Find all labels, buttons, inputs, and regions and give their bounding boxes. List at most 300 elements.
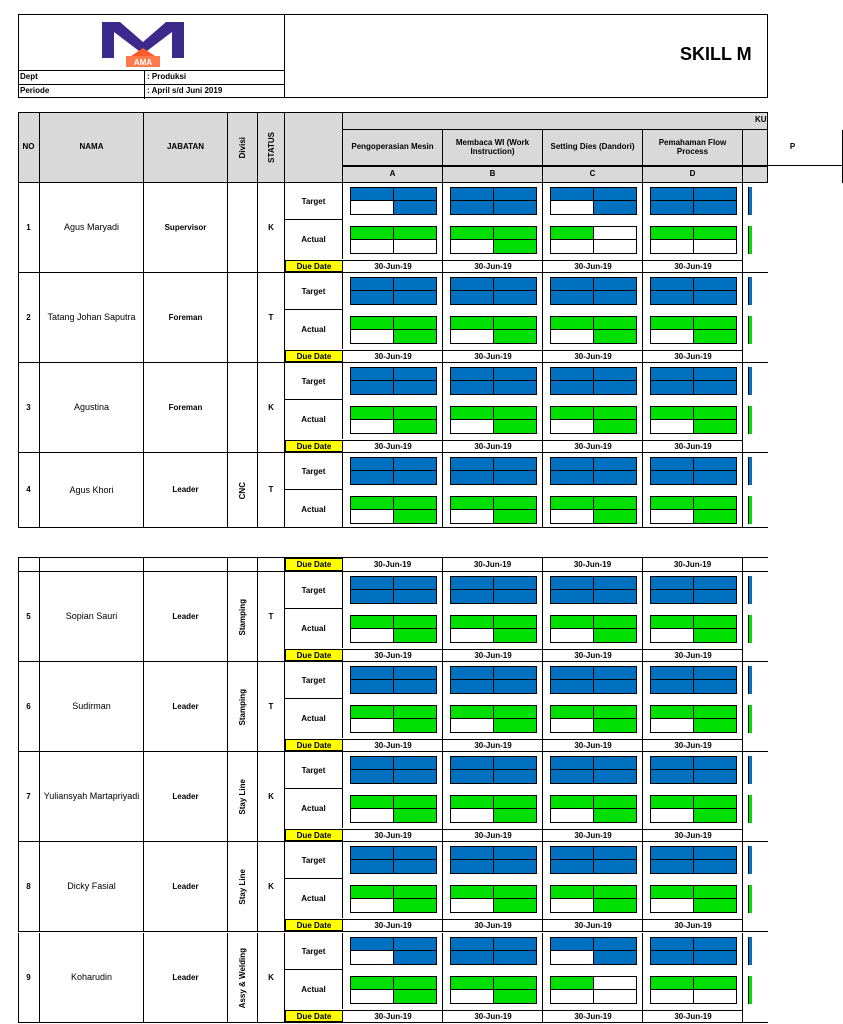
target-skill-2-quadrant [594,201,637,214]
actual-skill-3-quadrant [651,977,694,990]
row-due-label: Due Date [285,739,343,751]
row-no: 6 [18,662,40,752]
actual-skill-1-quadrant [451,497,494,510]
header-kompetensi-banner [343,112,768,130]
target-skill-3 [650,937,737,965]
target-skill-2-quadrant [551,757,594,770]
row-actual-label: Actual [285,609,343,648]
actual-skill-3-quadrant [651,616,694,629]
target-skill-1-quadrant [494,381,537,394]
actual-skill-0-quadrant [394,616,437,629]
actual-skill-2-quadrant [551,330,594,343]
actual-skill-3 [650,705,737,733]
actual-skill-0-quadrant [351,497,394,510]
actual-skill-3-quadrant [651,796,694,809]
actual-skill-0 [350,406,437,434]
actual-skill-2-quadrant [551,809,594,822]
target-skill-3-quadrant [651,471,694,484]
target-skill-2-quadrant [551,188,594,201]
periode-row [18,84,285,98]
continuation-cell [228,557,258,572]
actual-skill-3-quadrant [651,227,694,240]
target-skill-0-quadrant [351,188,394,201]
target-skill-0 [350,367,437,395]
actual-skill-0 [350,885,437,913]
actual-skill-0-quadrant [351,899,394,912]
row-target-label: Target [285,363,343,400]
actual-skill-3-quadrant [694,407,737,420]
target-skill-0 [350,666,437,694]
target-skill-1-quadrant [494,951,537,964]
actual-skill-1-quadrant [451,719,494,732]
actual-skill-1-quadrant [451,990,494,1003]
row-status: T [258,453,285,528]
target-skill-3-quadrant [651,847,694,860]
actual-skill-4 [748,615,752,643]
target-skill-3 [650,756,737,784]
row-nama: Koharudin [40,933,144,1023]
actual-skill-0-quadrant [394,796,437,809]
target-skill-0-quadrant [351,951,394,964]
target-skill-0-quadrant [351,458,394,471]
logo-text: AMA [133,58,153,67]
actual-skill-2-quadrant [594,317,637,330]
target-skill-1-quadrant [494,938,537,951]
actual-skill-3-quadrant [651,407,694,420]
actual-skill-2-quadrant [594,990,637,1003]
actual-skill-0-quadrant [394,240,437,253]
target-skill-0-quadrant [394,951,437,964]
actual-skill-2-quadrant [551,629,594,642]
due-date-3: 30-Jun-19 [643,919,743,931]
header-jabatan: JABATAN [144,112,228,183]
row-jabatan: Foreman [144,363,228,453]
row-target-label: Target [285,933,343,970]
due-date-0: 30-Jun-19 [343,739,443,751]
target-skill-0 [350,846,437,874]
actual-skill-1 [450,226,537,254]
actual-skill-1-quadrant [494,330,537,343]
row-no: 5 [18,572,40,662]
row-divisi: CNC [238,481,247,500]
actual-skill-3-quadrant [694,616,737,629]
actual-skill-0-quadrant [351,886,394,899]
target-skill-0-quadrant [394,291,437,304]
target-skill-2-quadrant [551,291,594,304]
target-skill-0-quadrant [351,757,394,770]
actual-skill-3-quadrant [651,990,694,1003]
actual-skill-3-quadrant [694,420,737,433]
header-nama: NAMA [40,112,144,183]
actual-skill-1 [450,496,537,524]
actual-skill-3-quadrant [651,497,694,510]
actual-skill-2-quadrant [594,227,637,240]
target-skill-2-quadrant [551,577,594,590]
periode-label: Periode [20,86,50,95]
actual-skill-1-quadrant [451,407,494,420]
target-skill-3-quadrant [694,860,737,873]
page-title: SKILL M [680,44,752,64]
target-skill-0-quadrant [351,860,394,873]
target-skill-3-quadrant [694,847,737,860]
actual-skill-2-quadrant [551,796,594,809]
actual-skill-1-quadrant [451,510,494,523]
target-skill-1 [450,367,537,395]
row-target-label: Target [285,662,343,699]
actual-skill-3-quadrant [651,809,694,822]
target-skill-3-quadrant [694,951,737,964]
actual-skill-0-quadrant [394,977,437,990]
skill-code-4 [743,166,843,183]
actual-skill-2 [550,795,637,823]
target-skill-1 [450,277,537,305]
target-skill-2-quadrant [551,368,594,381]
target-skill-0-quadrant [394,590,437,603]
row-jabatan: Leader [144,572,228,662]
actual-skill-0-quadrant [394,990,437,1003]
target-skill-3-quadrant [694,201,737,214]
due-date-1: 30-Jun-19 [443,919,543,931]
target-skill-2-quadrant [594,278,637,291]
target-skill-2-quadrant [551,847,594,860]
actual-skill-2 [550,976,637,1004]
target-skill-1 [450,666,537,694]
actual-skill-1-quadrant [451,796,494,809]
actual-skill-2 [550,316,637,344]
actual-skill-0-quadrant [394,809,437,822]
actual-skill-0-quadrant [351,330,394,343]
target-skill-1-quadrant [494,278,537,291]
row-jabatan: Foreman [144,273,228,363]
actual-skill-3-quadrant [694,629,737,642]
target-skill-4 [748,666,752,694]
target-skill-1-quadrant [451,757,494,770]
actual-skill-4 [748,795,752,823]
row-divisi: Stamping [238,688,247,726]
target-skill-4 [748,576,752,604]
due-date-3: 30-Jun-19 [643,260,743,272]
target-skill-0 [350,277,437,305]
target-skill-3 [650,457,737,485]
actual-skill-0-quadrant [351,420,394,433]
target-skill-3-quadrant [651,590,694,603]
row-actual-label: Actual [285,490,343,528]
target-skill-1-quadrant [494,770,537,783]
actual-skill-1-quadrant [451,886,494,899]
target-skill-1-quadrant [494,577,537,590]
target-skill-3-quadrant [694,368,737,381]
row-nama: Tatang Johan Saputra [40,273,144,363]
due-date-2: 30-Jun-19 [543,440,643,452]
target-skill-1-quadrant [494,458,537,471]
actual-skill-1-quadrant [494,990,537,1003]
actual-skill-3-quadrant [694,317,737,330]
target-skill-3-quadrant [694,667,737,680]
actual-skill-0-quadrant [351,719,394,732]
row-nama: Dicky Fasial [40,842,144,932]
actual-skill-3-quadrant [694,990,737,1003]
actual-skill-1-quadrant [494,497,537,510]
target-skill-2-quadrant [594,680,637,693]
row-status: T [258,572,285,662]
target-skill-1-quadrant [451,188,494,201]
row-no: 1 [18,183,40,273]
target-skill-2-quadrant [551,201,594,214]
actual-skill-4 [748,976,752,1004]
continuation-cell [144,557,228,572]
due-date-3: 30-Jun-19 [643,350,743,362]
target-skill-1 [450,756,537,784]
target-skill-0 [350,756,437,784]
target-skill-1-quadrant [451,938,494,951]
row-due-label: Due Date [285,260,343,272]
row-jabatan: Leader [144,842,228,932]
actual-skill-0 [350,615,437,643]
actual-skill-2-quadrant [594,706,637,719]
target-skill-2-quadrant [594,860,637,873]
target-skill-1-quadrant [451,680,494,693]
actual-skill-2-quadrant [594,616,637,629]
actual-skill-3-quadrant [694,899,737,912]
target-skill-0-quadrant [351,471,394,484]
target-skill-3-quadrant [694,188,737,201]
target-skill-0-quadrant [351,938,394,951]
target-skill-3 [650,846,737,874]
actual-skill-2-quadrant [551,497,594,510]
target-skill-2 [550,666,637,694]
actual-skill-3-quadrant [694,330,737,343]
due-date-2: 30-Jun-19 [543,1010,643,1022]
actual-skill-1 [450,885,537,913]
actual-skill-3 [650,795,737,823]
due-date-1: 30-Jun-19 [443,649,543,661]
actual-skill-1-quadrant [451,420,494,433]
actual-skill-0 [350,496,437,524]
dept-label: Dept [20,72,38,81]
actual-skill-2 [550,226,637,254]
target-skill-3 [650,666,737,694]
row-no: 9 [18,933,40,1023]
row-divisi-cell [228,662,258,752]
actual-skill-3-quadrant [651,719,694,732]
due-date-0: 30-Jun-19 [343,919,443,931]
target-skill-0-quadrant [351,201,394,214]
actual-skill-0-quadrant [351,990,394,1003]
target-skill-0-quadrant [394,368,437,381]
row-due-label: Due Date [285,919,343,931]
row-divisi-cell [228,933,258,1023]
target-skill-3-quadrant [694,680,737,693]
row-divisi-cell [228,363,258,453]
target-skill-0-quadrant [351,680,394,693]
target-skill-2-quadrant [594,471,637,484]
target-skill-0-quadrant [351,770,394,783]
due-date-0: 30-Jun-19 [343,350,443,362]
target-skill-3-quadrant [651,860,694,873]
actual-skill-2-quadrant [594,510,637,523]
actual-skill-1-quadrant [494,706,537,719]
actual-skill-2-quadrant [594,719,637,732]
actual-skill-1-quadrant [451,706,494,719]
row-due-label: Due Date [285,829,343,841]
skill-name-0: Pengoperasian Mesin [343,130,443,166]
target-skill-1-quadrant [494,757,537,770]
actual-skill-1-quadrant [494,407,537,420]
target-skill-3-quadrant [694,757,737,770]
actual-skill-0-quadrant [351,407,394,420]
actual-skill-0-quadrant [351,977,394,990]
row-no: 4 [18,453,40,528]
target-skill-2 [550,187,637,215]
actual-skill-2-quadrant [551,420,594,433]
target-skill-4 [748,367,752,395]
target-skill-0-quadrant [394,757,437,770]
actual-skill-1-quadrant [494,420,537,433]
target-skill-3-quadrant [651,201,694,214]
target-skill-3-quadrant [651,458,694,471]
row-divisi-cell [228,842,258,932]
target-skill-4 [748,457,752,485]
target-skill-0-quadrant [394,201,437,214]
actual-skill-2-quadrant [551,510,594,523]
row-target-label: Target [285,842,343,879]
actual-skill-2-quadrant [594,497,637,510]
target-skill-2-quadrant [551,680,594,693]
actual-skill-2-quadrant [551,719,594,732]
actual-skill-2-quadrant [594,809,637,822]
row-status: K [258,933,285,1023]
header-kompetensi: KU [755,115,767,124]
row-no: 2 [18,273,40,363]
row-status: K [258,363,285,453]
row-divisi-cell [228,572,258,662]
actual-skill-0-quadrant [351,510,394,523]
target-skill-1-quadrant [451,847,494,860]
header-divisi-cell [228,112,258,183]
actual-skill-0-quadrant [351,317,394,330]
actual-skill-0-quadrant [394,629,437,642]
continuation-cell [258,557,285,572]
due-date-0: 30-Jun-19 [343,557,443,572]
target-skill-2-quadrant [551,471,594,484]
actual-skill-1-quadrant [494,977,537,990]
target-skill-3-quadrant [651,188,694,201]
actual-skill-1-quadrant [494,629,537,642]
row-actual-label: Actual [285,400,343,439]
target-skill-0-quadrant [394,680,437,693]
target-skill-0-quadrant [394,278,437,291]
target-skill-2-quadrant [594,368,637,381]
due-date-3: 30-Jun-19 [643,440,743,452]
row-status: K [258,752,285,842]
due-date-2: 30-Jun-19 [543,350,643,362]
skill-code-0: A [343,166,443,183]
actual-skill-2-quadrant [594,977,637,990]
actual-skill-2-quadrant [594,420,637,433]
row-due-label: Due Date [285,649,343,661]
target-skill-2-quadrant [594,381,637,394]
actual-skill-0-quadrant [394,407,437,420]
target-skill-2 [550,846,637,874]
target-skill-3-quadrant [694,458,737,471]
actual-skill-4 [748,316,752,344]
target-skill-2-quadrant [594,590,637,603]
target-skill-3-quadrant [694,471,737,484]
target-skill-1-quadrant [494,188,537,201]
due-date-1: 30-Jun-19 [443,739,543,751]
target-skill-4 [748,277,752,305]
actual-skill-0-quadrant [394,420,437,433]
actual-skill-3-quadrant [651,510,694,523]
target-skill-2-quadrant [594,577,637,590]
target-skill-1 [450,576,537,604]
target-skill-1-quadrant [451,951,494,964]
target-skill-0 [350,576,437,604]
skill-name-2: Setting Dies (Dandori) [543,130,643,166]
row-status: K [258,842,285,932]
actual-skill-2-quadrant [551,240,594,253]
due-date-1: 30-Jun-19 [443,829,543,841]
row-divisi-cell [228,183,258,273]
row-jabatan: Leader [144,752,228,842]
target-skill-1-quadrant [451,278,494,291]
actual-skill-2-quadrant [551,616,594,629]
target-skill-1-quadrant [494,291,537,304]
target-skill-3-quadrant [651,770,694,783]
target-skill-4 [748,846,752,874]
actual-skill-3-quadrant [694,510,737,523]
actual-skill-1 [450,976,537,1004]
target-skill-3-quadrant [651,278,694,291]
dept-row [18,70,285,84]
actual-skill-3 [650,496,737,524]
row-nama: Agus Khori [40,453,144,528]
actual-skill-0-quadrant [394,510,437,523]
target-skill-2-quadrant [551,951,594,964]
target-skill-3-quadrant [651,680,694,693]
actual-skill-3-quadrant [694,809,737,822]
due-date-1: 30-Jun-19 [443,260,543,272]
target-skill-0-quadrant [351,368,394,381]
target-skill-2-quadrant [551,590,594,603]
target-skill-2 [550,756,637,784]
actual-skill-2 [550,885,637,913]
actual-skill-2 [550,615,637,643]
due-date-2: 30-Jun-19 [543,919,643,931]
actual-skill-1-quadrant [451,977,494,990]
due-date-0: 30-Jun-19 [343,440,443,452]
actual-skill-4 [748,496,752,524]
actual-skill-3-quadrant [651,899,694,912]
row-status: T [258,662,285,752]
due-date-2: 30-Jun-19 [543,557,643,572]
actual-skill-1-quadrant [494,616,537,629]
target-skill-1-quadrant [451,770,494,783]
due-date-3: 30-Jun-19 [643,649,743,661]
target-skill-2-quadrant [594,291,637,304]
actual-skill-3-quadrant [694,796,737,809]
target-skill-0-quadrant [351,278,394,291]
skill-code-2: C [543,166,643,183]
target-skill-3-quadrant [694,278,737,291]
actual-skill-3-quadrant [651,706,694,719]
header-status: STATUS [266,132,276,163]
target-skill-0-quadrant [351,381,394,394]
actual-skill-0-quadrant [394,330,437,343]
row-target-label: Target [285,572,343,609]
actual-skill-1-quadrant [494,227,537,240]
target-skill-1-quadrant [451,381,494,394]
